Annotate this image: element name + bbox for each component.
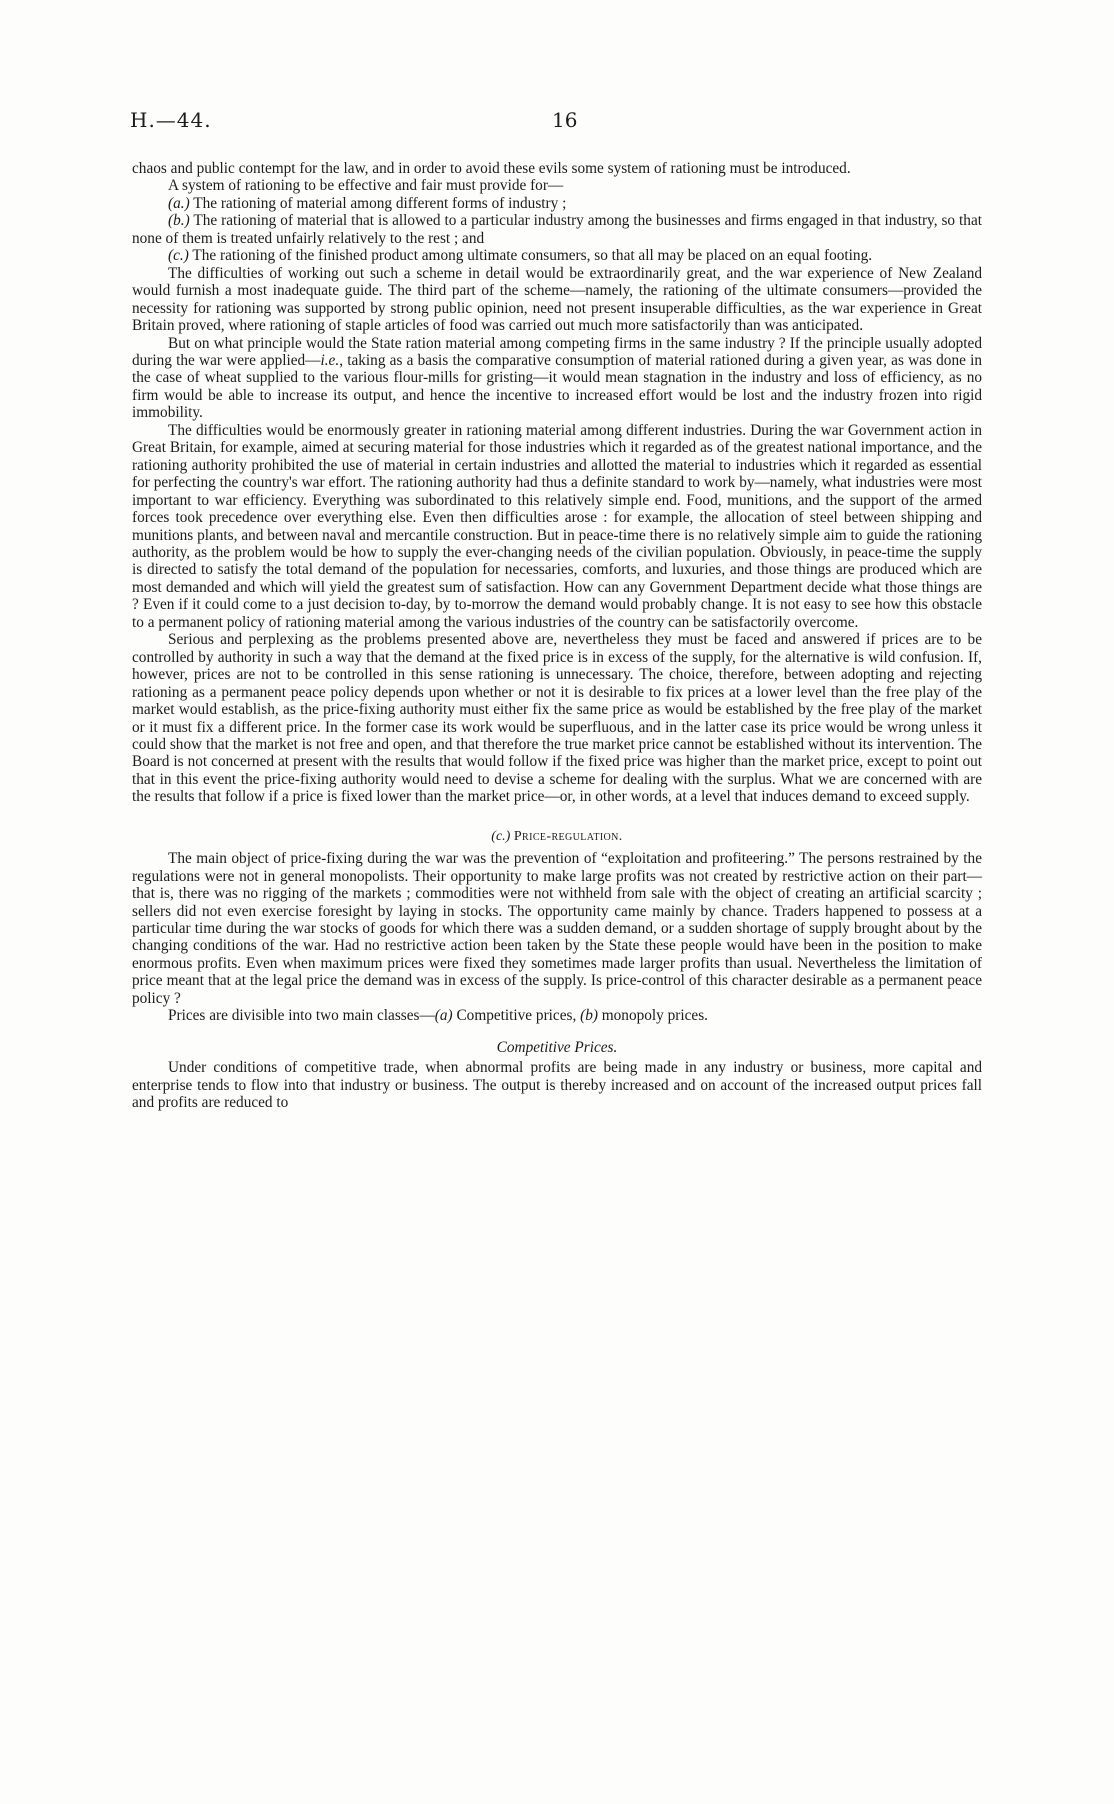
section-label: (c.) [491,828,511,844]
paragraph: A system of rationing to be effective and fair must provide for— [168,177,564,195]
report-code: H.—44. [130,108,212,132]
body-text [132,160,982,1112]
class-label-a: (a) [434,1007,453,1025]
paragraph [132,1007,982,1024]
section-title: Price-regulation. [513,828,623,844]
list-text: The rationing of the finished product among ultimate consumers, so that all may be placed on an equal footing. [192,247,873,265]
list-text: The rationing of material that is allowed to a particular industry among the businesses and firms engaged in that industry, so that none of them is treated unfairly relatively to the rest ; and [132,212,982,247]
list-label: (c.) [168,247,189,265]
page-header [130,108,966,136]
subsection-heading: Competitive Prices. [496,1038,618,1056]
paragraph-text: But on what principle would the State ration material among competing firms in the same industry ? If the principle usually adopted during the war were applied— [132,334,982,369]
list-label: (b.) [168,212,190,230]
paragraph [132,335,982,422]
paragraph: Under conditions of competitive trade, when abnormal profits are being made in any industry or business, more capital and enterprise tends to flow into that industry or business. The output is thereby increased and on account of the increased output prices fall and profits are reduced to [132,1059,982,1112]
list-item [132,212,982,247]
page-number: 16 [552,108,578,132]
paragraph: The difficulties of working out such a scheme in detail would be extraordinarily great, and the war experience of New Zealand would furnish a most inadequate guide. The third part of the scheme—namely, the rationing of the ultimate consumers—provided the necessity for rationing was supported by strong public opinion, need not present insuperable difficulties, as the war experience in Great Britain proved, where rationing of staple articles of food was carried out much more satisfactorily than was anticipated. [132,264,982,335]
ie-abbrev: i.e. [320,351,340,369]
paragraph-text: Prices are divisible into two main classes— [168,1007,435,1025]
paragraph-text: Competitive prices, [452,1007,581,1025]
paragraph-text: , taking as a basis the comparative consumption of material rationed during a given year, as was done in the case of wheat supplied to the various flour-mills for gristing—it would mean stagnation in the industry and loss of efficiency, as no firm would be able to increase its output, and hence the incentive to increased effort would be lost and the industry frozen into rigid immobility. [132,351,982,422]
paragraph: chaos and public contempt for the law, and in order to avoid these evils some system of rationing must be introduced. [132,160,851,177]
list-label: (a.) [168,194,190,212]
section-heading [132,828,982,845]
class-label-b: (b) [580,1007,598,1025]
paragraph: The difficulties would be enormously greater in rationing material among different industries. During the war Government action in Great Britain, for example, aimed at securing material for those industries which it regarded as of the greatest national importance, and the rationing authority prohibited the use of material in certain industries and allotted the material to industries which it regarded as essential for perfecting the country's war effort. The rationing authority had thus a definite standard to work by—namely, what industries were most important to war efficiency. Everything was subordinated to this relatively simple end. Food, munitions, and the support of the armed forces took precedence over everything else. Even then difficulties arose : for example, the allocation of steel between shipping and munitions plants, and between naval and mercantile construction. But in peace-time there is no relatively simple aim to guide the rationing authority, as the problem would be how to supply the ever-changing needs of the civilian population. Obviously, in peace-time the supply is directed to satisfy the total demand of the population for necessaries, comforts, and luxuries, and those things are produced which are most demanded and which will yield the greatest sum of satisfaction. How can any Government Department decide what those things are ? Even if it could come to a just decision to-day, by to-morrow the demand would probably change. It is not easy to see how this obstacle to a permanent policy of rationing material among the various industries of the country can be satisfactorily overcome. [132,421,982,631]
list-item [132,195,982,212]
paragraph: The main object of price-fixing during the war was the prevention of “exploitation and profiteering.” The persons restrained by the regulations were not in general monopolists. Their opportunity to make large profits was not created by restrictive action on their part—that is, there was no rigging of the markets ; commodities were not withheld from sale with the object of creating an artificial scarcity ; sellers did not even exercise foresight by laying in stocks. The opportunity came mainly by chance. Traders happened to possess at a particular time during the war stocks of goods for which there was a sudden demand, or a sudden shortage of supply brought about by the changing conditions of the war. Had no restrictive action been taken by the State these people would have been in the position to make enormous profits. Even when maximum prices were fixed they sometimes made larger profits than usual. Nevertheless the limitation of price meant that at the legal price the demand was in excess of the supply. Is price-control of this character desirable as a permanent peace policy ? [132,850,982,1007]
list-text: The rationing of material among different forms of industry ; [193,194,567,212]
paragraph: Serious and perplexing as the problems presented above are, nevertheless they must be faced and answered if prices are to be controlled by authority in such a way that the demand at the fixed price is in excess of the supply, for the alternative is wild confusion. If, however, prices are not to be controlled in this sense rationing is unnecessary. The choice, therefore, between adopting and rejecting rationing as a permanent peace policy depends upon whether or not it is desirable to fix prices at a lower level than the free play of the market would establish, as the price-fixing authority must either fix the same price as would be established by the free play of the market or it must fix a different price. In the former case its work would be superfluous, and in the latter case its price would be wrong unless it could show that the market is not free and open, and that therefore the true market price cannot be established without its intervention. The Board is not concerned at present with the results that would follow if the fixed price was higher than the market price, except to point out that in this event the price-fixing authority would need to devise a scheme for dealing with the surplus. What we are concerned with are the results that follow if a price is fixed lower than the market price—or, in other words, at a level that induces demand to exceed supply. [132,631,982,806]
paragraph-text: monopoly prices. [597,1007,708,1025]
list-item [132,247,982,264]
